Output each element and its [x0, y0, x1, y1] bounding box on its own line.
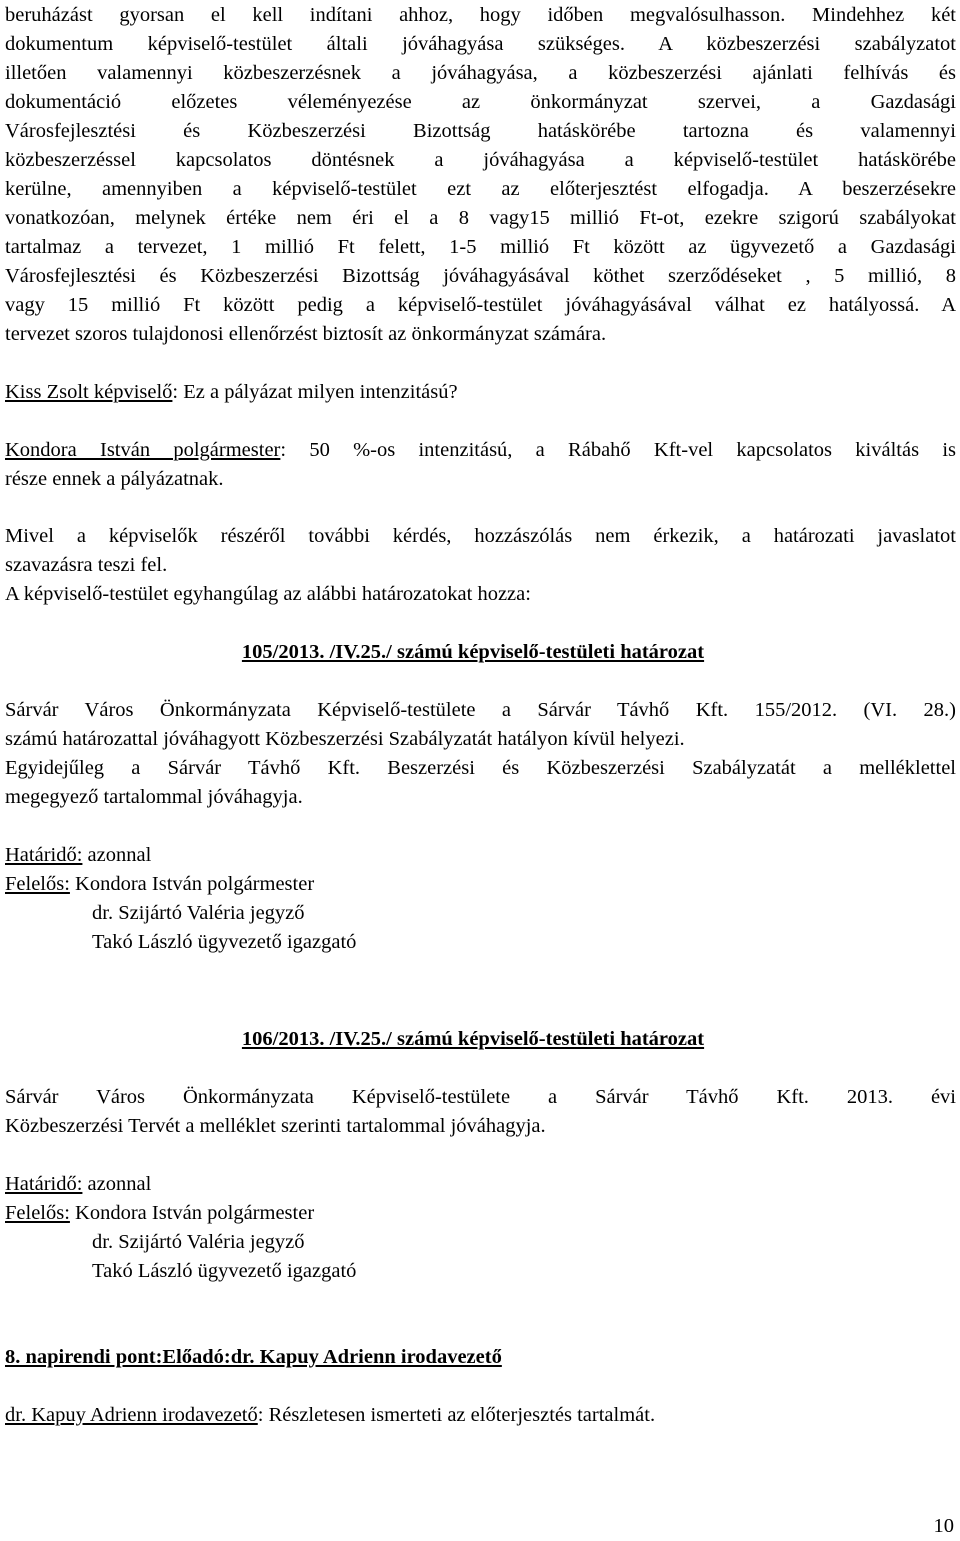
text-line: Városfejlesztési és Közbeszerzési Bizottság hatáskörébe tartozna és valamennyi — [5, 120, 956, 142]
responsible-value: Kondora István polgármester — [69, 1202, 315, 1224]
responsible-person: dr. Szijártó Valéria jegyző — [92, 1231, 305, 1253]
vote-paragraph — [5, 522, 956, 609]
text-line: Mivel a képviselők részéről további kérdés, hozzászólás nem érkezik, a határozati javaslatot — [5, 525, 956, 547]
text-line: dokumentum képviselő-testület általi jóváhagyása szükséges. A közbeszerzési szabályzatot — [5, 33, 956, 55]
text-line: tervezet szoros tulajdonosi ellenőrzést biztosít az önkormányzat számára. — [5, 323, 607, 345]
kondora-answer — [5, 436, 956, 494]
text-line: Közbeszerzési Tervét a melléklet szerinti tartalommal jóváhagyja. — [5, 1115, 546, 1137]
text-line: tartalmaz a tervezet, 1 millió Ft felett, 1-5 millió Ft között az ügyvezető a Gazdasági — [5, 236, 956, 258]
responsible-label: Felelős: — [5, 1202, 70, 1224]
agenda-heading: 8. napirendi pont:Előadó:dr. Kapuy Adrienn irodavezető — [5, 1346, 502, 1368]
text-line: szavazásra teszi fel. — [5, 554, 168, 576]
text-line: Sárvár Város Önkormányzata Képviselő-testülete a Sárvár Távhő Kft. 155/2012. (VI. 28.) — [5, 699, 956, 721]
kiss-question — [5, 378, 956, 407]
resolution-title: 106/2013. /IV.25./ számú képviselő-testületi határozat — [241, 1028, 705, 1050]
text-line: része ennek a pályázatnak. — [5, 468, 224, 490]
text-line: illetően valamennyi közbeszerzésnek a jóváhagyása, a közbeszerzési ajánlati felhívás és — [5, 62, 956, 84]
speaker-name: dr. Kapuy Adrienn irodavezető — [5, 1404, 258, 1426]
responsible-person: dr. Szijártó Valéria jegyző — [92, 902, 305, 924]
speaker-name: Kiss Zsolt képviselő — [5, 381, 173, 403]
intro-paragraph — [5, 1, 956, 349]
text-line: vagy 15 millió Ft között pedig a képviselő-testület jóváhagyásával válhat ez hatályossá. A — [5, 294, 956, 316]
resolution-106 — [5, 1025, 956, 1286]
agenda-item-8 — [5, 1343, 956, 1430]
responsible-person: Takó László ügyvezető igazgató — [92, 931, 357, 953]
deadline-value: azonnal — [82, 1173, 152, 1195]
text-line: dokumentáció előzetes véleményezése az önkormányzat szervei, a Gazdasági — [5, 91, 956, 113]
responsible-person: Takó László ügyvezető igazgató — [92, 1260, 357, 1282]
resolution-title: 105/2013. /IV.25./ számú képviselő-testületi határozat — [241, 641, 705, 663]
text-line: kerülne, amennyiben a képviselő-testület ezt az előterjesztést elfogadja. A beszerzésekre — [5, 178, 956, 200]
text-line: közbeszerzéssel kapcsolatos döntésnek a jóváhagyása a képviselő-testület hatáskörébe — [5, 149, 956, 171]
responsible-value: Kondora István polgármester — [69, 873, 315, 895]
speaker-text: : 50 %-os intenzitású, a Rábahő Kft-vel kapcsolatos kiváltás is — [280, 439, 956, 461]
text-line: A képviselő-testület egyhangúlag az alábbi határozatokat hozza: — [5, 583, 531, 605]
text-line: Sárvár Város Önkormányzata Képviselő-testülete a Sárvár Távhő Kft. 2013. évi — [5, 1086, 956, 1108]
page-number: 10 — [933, 1515, 954, 1537]
speaker-text: : Ez a pályázat milyen intenzitású? — [172, 381, 458, 403]
speaker-name: Kondora István polgármester — [5, 439, 281, 461]
text-line: beruházást gyorsan el kell indítani ahhoz, hogy időben megvalósulhasson. Mindehhez két — [5, 4, 956, 26]
text-line: Egyidejűleg a Sárvár Távhő Kft. Beszerzési és Közbeszerzési Szabályzatát a melléklettel — [5, 757, 956, 779]
responsible-label: Felelős: — [5, 873, 70, 895]
deadline-label: Határidő: — [5, 844, 83, 866]
text-line: megegyező tartalommal jóváhagyja. — [5, 786, 303, 808]
resolution-105 — [5, 638, 956, 957]
deadline-value: azonnal — [82, 844, 152, 866]
speaker-text: : Részletesen ismerteti az előterjesztés tartalmát. — [257, 1404, 656, 1426]
text-line: vonatkozóan, melynek értéke nem éri el a 8 vagy15 millió Ft-ot, ezekre szigorú szabályokat — [5, 207, 956, 229]
text-line: Városfejlesztési és Közbeszerzési Bizottság jóváhagyásával köthet szerződéseket , 5 millió, 8 — [5, 265, 956, 287]
deadline-label: Határidő: — [5, 1173, 83, 1195]
text-line: számú határozattal jóváhagyott Közbeszerzési Szabályzatát hatályon kívül helyezi. — [5, 728, 685, 750]
